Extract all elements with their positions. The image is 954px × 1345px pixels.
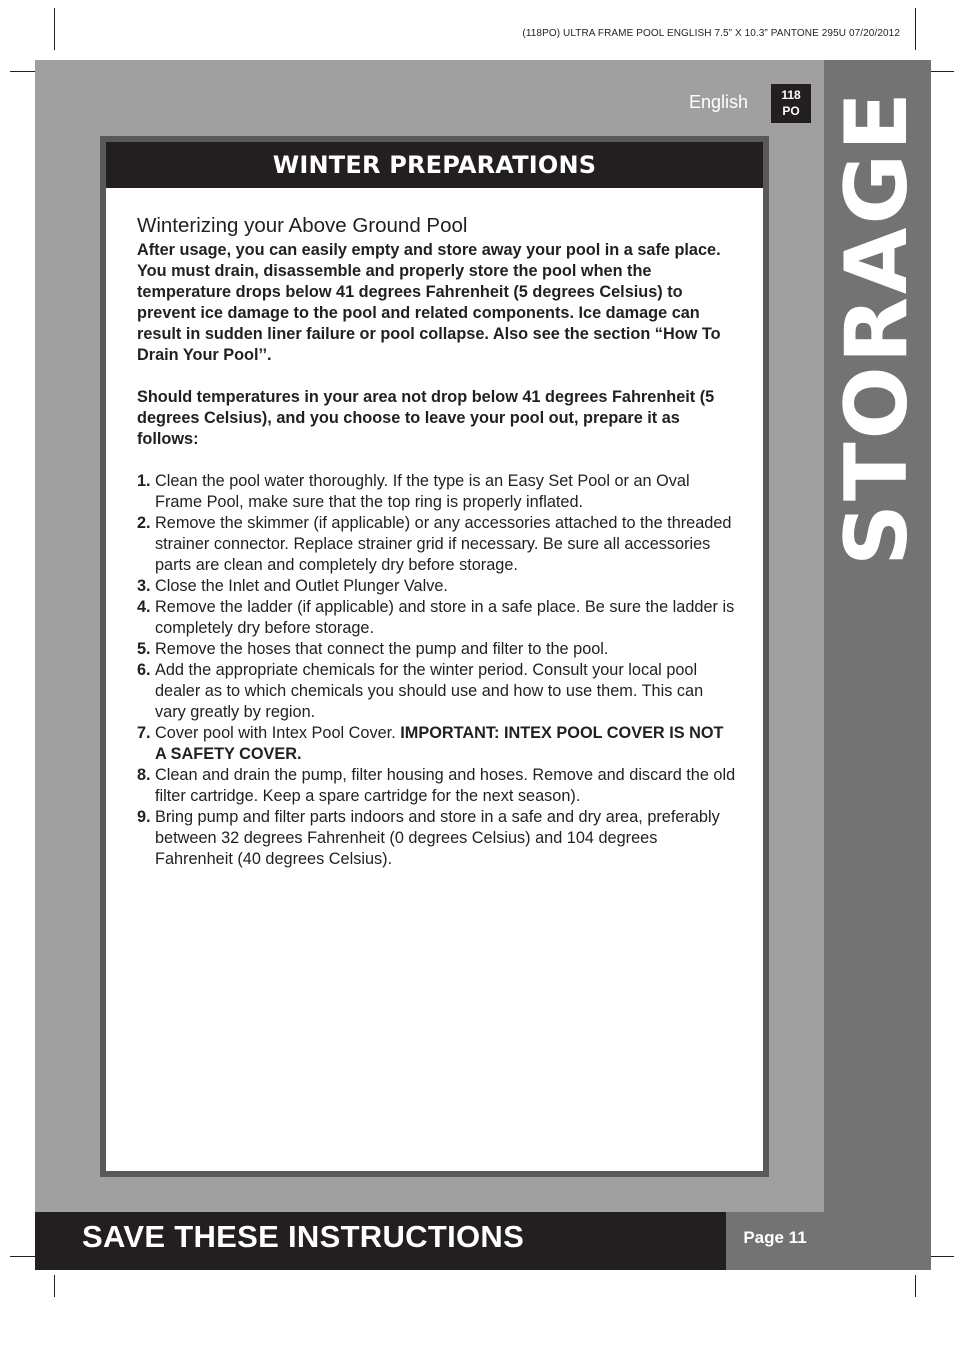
step-number: 7. [137, 724, 151, 742]
step-text: Clean and drain the pump, filter housing and hoses. Remove and discard the old filter cartridge. Keep a spare cartridge for the next season). [155, 766, 736, 805]
step-text: Bring pump and filter parts indoors and store in a safe and dry area, preferably between 32 degrees Fahrenheit (0 degrees Celsius) and 104 degrees Fahrenheit (40 degrees Celsius). [155, 808, 720, 868]
list-item [137, 723, 737, 765]
list-item [137, 639, 737, 660]
step-text: Remove the hoses that connect the pump and filter to the pool. [155, 640, 609, 658]
step-number: 4. [137, 598, 151, 616]
crop-mark [915, 8, 916, 50]
step-number: 6. [137, 661, 151, 679]
condition-paragraph: Should temperatures in your area not drop below 41 degrees Fahrenheit (5 degrees Celsius), and you choose to leave your pool out, prepare it as follows: [137, 388, 715, 448]
list-item [137, 807, 737, 870]
section-subtitle: Winterizing your Above Ground Pool [137, 214, 468, 237]
print-info: (118PO) ULTRA FRAME POOL ENGLISH 7.5” X 10.3” PANTONE 295U 07/20/2012 [522, 28, 900, 39]
step-number: 9. [137, 808, 151, 826]
step-text: Cover pool with Intex Pool Cover. [155, 724, 401, 742]
step-text: Remove the ladder (if applicable) and store in a safe place. Be sure the ladder is completely dry before storage. [155, 598, 735, 637]
model-badge-line2: PO [782, 104, 800, 118]
step-number: 3. [137, 577, 151, 595]
step-number: 1. [137, 472, 151, 490]
footer-title: SAVE THESE INSTRUCTIONS [82, 1219, 525, 1254]
model-badge [771, 84, 811, 123]
model-badge-line1: 118 [781, 88, 801, 102]
crop-mark [54, 1275, 55, 1297]
section-body [137, 212, 737, 870]
step-text: Add the appropriate chemicals for the winter period. Consult your local pool dealer as to which chemicals you should use and how to use them. This can vary greatly by region. [155, 661, 704, 721]
list-item [137, 576, 737, 597]
list-item [137, 513, 737, 576]
step-number: 8. [137, 766, 151, 784]
side-title: STORAGE [827, 89, 927, 566]
list-item [137, 471, 737, 513]
step-warning: IMPORTANT: INTEX POOL COVER IS NOT A SAFETY COVER. [155, 724, 724, 763]
list-item [137, 597, 737, 639]
page-number: Page 11 [743, 1228, 807, 1247]
step-text: Clean the pool water thoroughly. If the type is an Easy Set Pool or an Oval Frame Pool, make sure that the top ring is properly inflated. [155, 472, 690, 511]
language-label: English [689, 92, 749, 112]
section-title: WINTER PREPARATIONS [106, 142, 763, 188]
step-text: Close the Inlet and Outlet Plunger Valve. [155, 577, 448, 595]
list-item [137, 765, 737, 807]
step-text: Remove the skimmer (if applicable) or any accessories attached to the threaded strainer connector. Replace strainer grid if necessary. Be sure all accessories parts are clean and completely dry before storage. [155, 514, 732, 574]
content-frame [100, 136, 769, 1177]
step-number: 5. [137, 640, 151, 658]
crop-mark [915, 1275, 916, 1297]
step-number: 2. [137, 514, 151, 532]
intro-paragraph: After usage, you can easily empty and store away your pool in a safe place. You must drain, disassemble and properly store the pool when the temperature drops below 41 degrees Fahrenheit (5 degrees Celsius) to prevent ice damage to the pool and related components. Ice damage can result in sudden liner failure or pool collapse. Also see the section “How To Drain Your Pool’’. [137, 241, 721, 364]
list-item [137, 660, 737, 723]
steps-list [137, 471, 737, 870]
crop-mark [54, 8, 55, 50]
